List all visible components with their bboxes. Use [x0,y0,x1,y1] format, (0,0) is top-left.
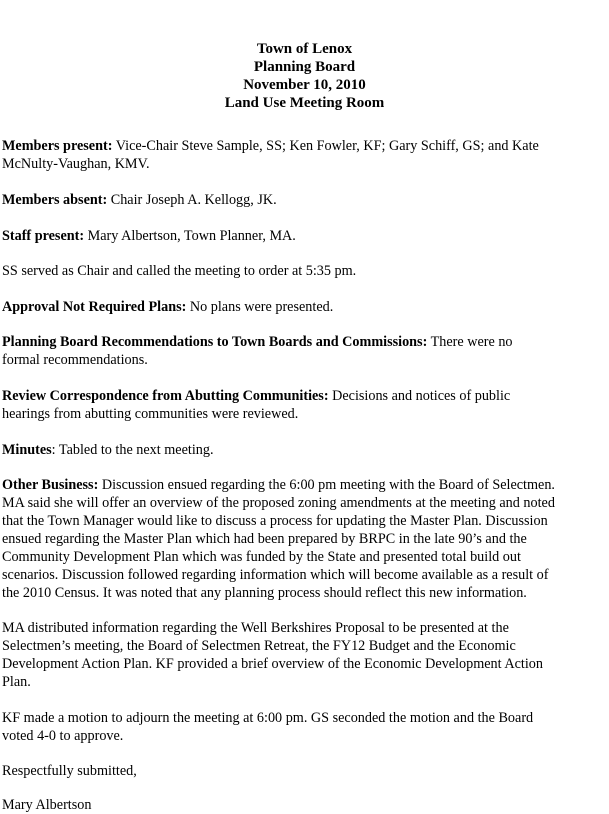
signature-paragraph [2,796,606,814]
town-name: Town of Lenox [256,41,353,57]
members-absent-paragraph [2,191,606,209]
members-present-paragraph [2,137,606,173]
signature-name: Mary Albertson [2,797,92,813]
recommendations-text-cont: formal recommendations. [2,352,148,368]
other-business-line: scenarios. Discussion followed regarding information which will become available as a result of [2,567,549,583]
well-berkshires-line: Selectmen’s meeting, the Board of Selectmen Retreat, the FY12 Budget and the Economic [2,638,516,654]
board-name: Planning Board [253,59,356,75]
well-berkshires-paragraph [2,619,606,691]
call-to-order-text: SS served as Chair and called the meeting to order at 5:35 pm. [2,263,357,279]
other-business-line: ensued regarding the Master Plan which had been prepared by BRPC in the late 90’s and the [2,531,527,547]
other-business-label: Other Business: [2,477,99,493]
adjourn-paragraph [2,709,606,745]
members-present-text-cont: McNulty-Vaughan, KMV. [2,156,150,172]
recommendations-label: Planning Board Recommendations to Town Boards and Commissions: [2,334,428,350]
other-business-line: MA said she will offer an overview of the proposed zoning amendments at the meeting and noted [2,495,555,511]
members-present-label: Members present: [2,138,113,154]
well-berkshires-line: MA distributed information regarding the Well Berkshires Proposal to be presented at the [2,620,509,636]
closing-paragraph [2,762,606,780]
correspondence-label: Review Correspondence from Abutting Communities: [2,388,329,404]
minutes-label: Minutes [2,442,52,458]
other-business-line: Community Development Plan which was funded by the State and presented total build out [2,549,521,565]
staff-present-paragraph [2,227,606,245]
anr-plans-text: No plans were presented. [186,299,334,315]
anr-plans-paragraph [2,298,606,316]
staff-present-text: Mary Albertson, Town Planner, MA. [84,228,296,244]
anr-plans-label: Approval Not Required Plans: [2,299,187,315]
correspondence-text-cont: hearings from abutting communities were reviewed. [2,406,299,422]
members-absent-text: Chair Joseph A. Kellogg, JK. [107,192,277,208]
document-header [0,40,609,112]
minutes-paragraph [2,441,606,459]
other-business-paragraph [2,476,606,602]
adjourn-line: KF made a motion to adjourn the meeting at 6:00 pm. GS seconded the motion and the Board [2,710,534,726]
closing-text: Respectfully submitted, [2,763,137,779]
other-business-line: that the Town Manager would like to discuss a process for updating the Master Plan. Discussion [2,513,548,529]
call-to-order-paragraph [2,262,606,280]
members-absent-label: Members absent: [2,192,108,208]
members-present-text: Vice-Chair Steve Sample, SS; Ken Fowler, KF; Gary Schiff, GS; and Kate [112,138,539,154]
meeting-date: November 10, 2010 [243,77,366,93]
well-berkshires-line: Development Action Plan. KF provided a brief overview of the Economic Development Action [2,656,543,672]
staff-present-label: Staff present: [2,228,85,244]
recommendations-text: There were no [427,334,513,350]
well-berkshires-line: Plan. [2,674,31,690]
minutes-text: : Tabled to the next meeting. [51,442,214,458]
correspondence-text: Decisions and notices of public [328,388,511,404]
other-business-line: the 2010 Census. It was noted that any planning process should reflect this new information. [2,585,527,601]
recommendations-paragraph [2,333,606,369]
adjourn-line: voted 4-0 to approve. [2,728,124,744]
correspondence-paragraph [2,387,606,423]
meeting-location: Land Use Meeting Room [224,95,385,111]
other-business-text: Discussion ensued regarding the 6:00 pm meeting with the Board of Selectmen. [98,477,555,493]
